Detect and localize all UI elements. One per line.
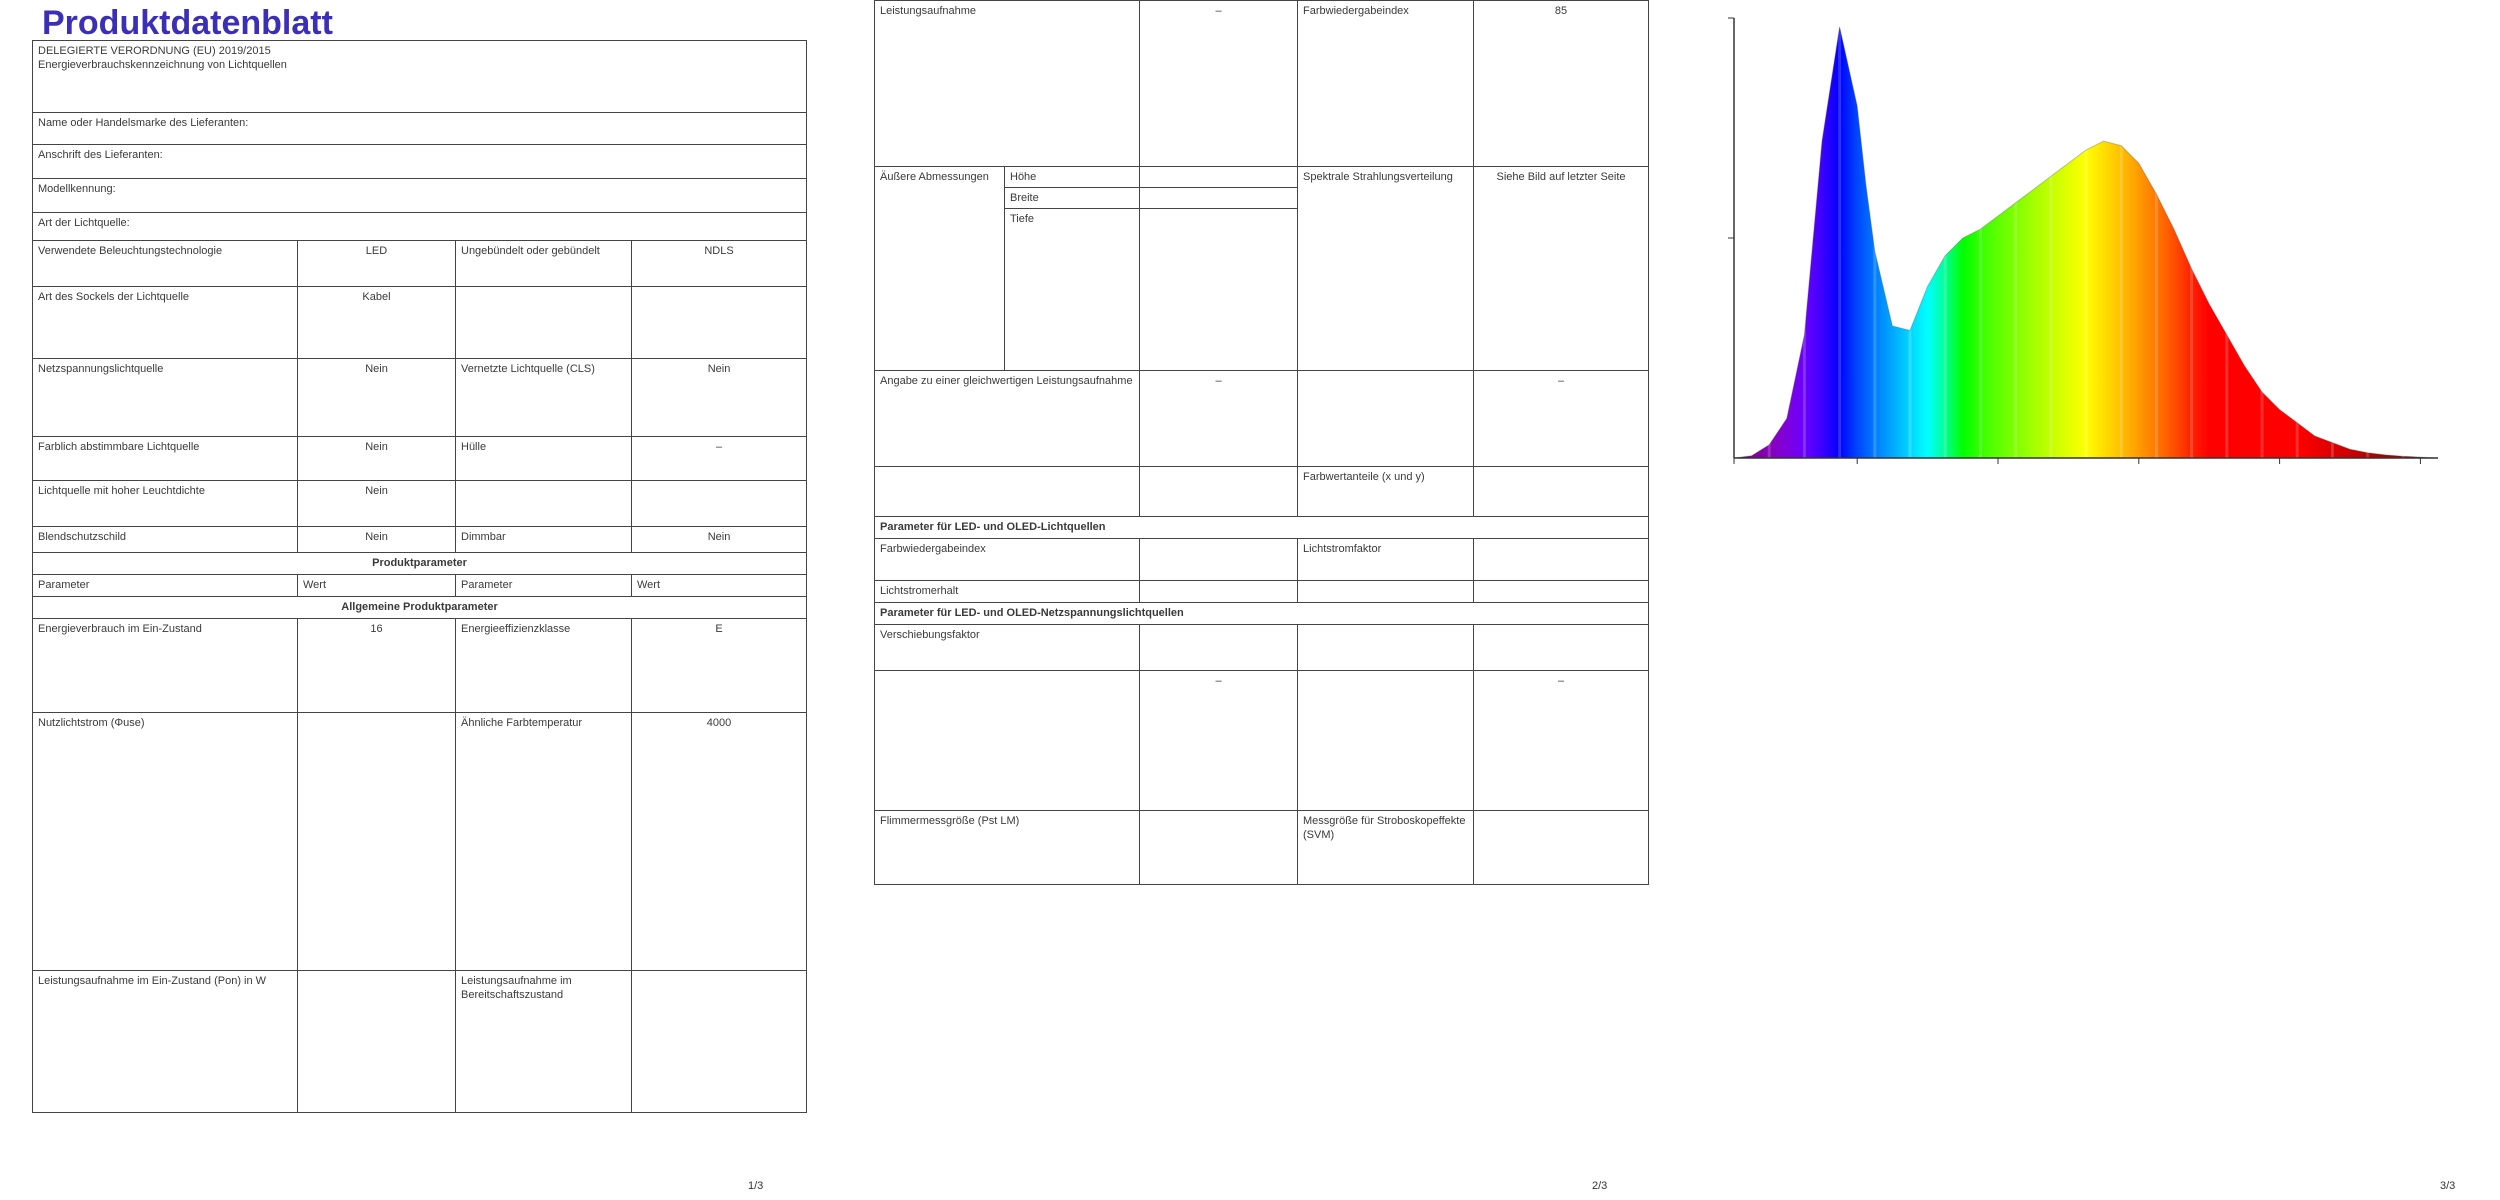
cell-mains-value: Nein bbox=[298, 359, 456, 437]
cell-class-value: E bbox=[632, 619, 807, 713]
cell-cap-label: Art des Sockels der Lichtquelle bbox=[33, 287, 298, 359]
cell-energy-value: 16 bbox=[298, 619, 456, 713]
section-led-parameters: Parameter für LED- und OLED-Lichtquellen bbox=[875, 517, 1649, 539]
cell-displacement-value bbox=[1140, 625, 1298, 671]
regulation-text: DELEGIERTE VERORDNUNG (EU) 2019/2015 bbox=[38, 45, 271, 57]
product-table-page1 bbox=[32, 40, 807, 1113]
cell-empty bbox=[632, 481, 807, 527]
cell-equivalent-label: Angabe zu einer gleichwertigen Leistungsaufnahme bbox=[875, 371, 1140, 467]
cell-directional-label: Ungebündelt oder gebündelt bbox=[456, 241, 632, 287]
cell-empty bbox=[632, 287, 807, 359]
cell-color-consistency-value bbox=[1474, 625, 1649, 671]
cell-led-replacement-label bbox=[875, 671, 1140, 811]
cell-class-label: Energieeffizienzklasse bbox=[456, 619, 632, 713]
cell-connected-value: Nein bbox=[632, 359, 807, 437]
cell-height-value bbox=[1140, 167, 1298, 188]
section-mains-led-parameters: Parameter für LED- und OLED-Netzspannungslichtquellen bbox=[875, 603, 1649, 625]
cell-spectral-value: Siehe Bild auf letzter Seite bbox=[1474, 167, 1649, 371]
header-parameter: Parameter bbox=[33, 575, 298, 597]
cell-cri-label: Farbwiedergabeindex bbox=[875, 539, 1140, 581]
cell-maintenance-value bbox=[1140, 581, 1298, 603]
cell-envelope-label: Hülle bbox=[456, 437, 632, 481]
cell-cct-label: Ähnliche Farbtemperatur bbox=[456, 713, 632, 971]
cell-standby-label: Leistungsaufnahme im Bereitschaftszustand bbox=[456, 971, 632, 1113]
cell-depth-value bbox=[1140, 209, 1298, 371]
cell-directional-value: NDLS bbox=[632, 241, 807, 287]
cell-power-label: Leistungsaufnahme im Ein-Zustand (Pon) in W bbox=[33, 971, 298, 1113]
cell-luminance-value: Nein bbox=[298, 481, 456, 527]
spectrum-plot bbox=[1700, 8, 2460, 490]
cell-flicker-label: Flimmermessgröße (Pst LM) bbox=[875, 811, 1140, 885]
supplier-row: Name oder Handelsmarke des Lieferanten: bbox=[33, 113, 807, 145]
header-value: Wert bbox=[298, 575, 456, 597]
regulation-intro bbox=[33, 41, 807, 113]
page-title: Produktdatenblatt bbox=[42, 4, 333, 42]
cell-equivalent-claim-value: – bbox=[1474, 371, 1649, 467]
section-general-parameters: Allgemeine Produktparameter bbox=[33, 597, 807, 619]
cell-stroboscopic-value bbox=[1474, 811, 1649, 885]
cell-technology-value: LED bbox=[298, 241, 456, 287]
cell-mains-label: Netzspannungslichtquelle bbox=[33, 359, 298, 437]
cell-cri-value: 85 bbox=[1474, 1, 1649, 167]
cell-survival-value bbox=[1474, 539, 1649, 581]
page-number-1: 1/3 bbox=[748, 1180, 764, 1192]
cell-dimmable-label: Dimmbar bbox=[456, 527, 632, 553]
cell-glare-label: Blendschutzschild bbox=[33, 527, 298, 553]
cell-technology-label: Verwendete Beleuchtungstechnologie bbox=[33, 241, 298, 287]
cell-flux-value bbox=[298, 713, 456, 971]
cell-empty bbox=[1298, 581, 1474, 603]
page-number-3: 3/3 bbox=[2440, 1180, 2456, 1192]
header-parameter: Parameter bbox=[456, 575, 632, 597]
cell-tunable-value: Nein bbox=[298, 437, 456, 481]
header-value: Wert bbox=[632, 575, 807, 597]
cell-tunable-label: Farblich abstimmbare Lichtquelle bbox=[33, 437, 298, 481]
cell-cri-value bbox=[1140, 539, 1298, 581]
cell-color-consistency-label bbox=[1298, 625, 1474, 671]
cell-empty bbox=[1474, 581, 1649, 603]
address-row: Anschrift des Lieferanten: bbox=[33, 145, 807, 179]
cell-spectral-label: Spektrale Strahlungsverteilung bbox=[1298, 167, 1474, 371]
cell-energy-label: Energieverbrauch im Ein-Zustand bbox=[33, 619, 298, 713]
cell-stroboscopic-label: Messgröße für Stroboskopeffekte (SVM) bbox=[1298, 811, 1474, 885]
cell-width-value bbox=[1140, 188, 1298, 209]
cell-cct-value: 4000 bbox=[632, 713, 807, 971]
type-row: Art der Lichtquelle: bbox=[33, 213, 807, 241]
cell-displacement-label: Verschiebungsfaktor bbox=[875, 625, 1140, 671]
cell-connected-label: Vernetzte Lichtquelle (CLS) bbox=[456, 359, 632, 437]
spectral-distribution-chart bbox=[1700, 8, 2460, 490]
cell-width-label: Breite bbox=[1005, 188, 1140, 209]
cell-envelope-value: – bbox=[632, 437, 807, 481]
cell-empty bbox=[456, 287, 632, 359]
cell-luminance-label: Lichtquelle mit hoher Leuchtdichte bbox=[33, 481, 298, 527]
model-row: Modellkennung: bbox=[33, 179, 807, 213]
cell-survival-label: Lichtstromfaktor bbox=[1298, 539, 1474, 581]
cell-depth-label: Tiefe bbox=[1005, 209, 1140, 371]
cell-cap-value: Kabel bbox=[298, 287, 456, 359]
cell-led-replacement-value: – bbox=[1140, 671, 1298, 811]
cell-power-value: – bbox=[1140, 1, 1298, 167]
cell-cri-label: Farbwiedergabeindex bbox=[1298, 1, 1474, 167]
cell-glare-value: Nein bbox=[298, 527, 456, 553]
page-number-2: 2/3 bbox=[1592, 1180, 1608, 1192]
cell-empty bbox=[1140, 467, 1298, 517]
cell-dimensions-label: Äußere Abmessungen bbox=[875, 167, 1005, 371]
cell-standby-value bbox=[632, 971, 807, 1113]
cell-flicker-value bbox=[1140, 811, 1298, 885]
regulation-subtext: Energieverbrauchskennzeichnung von Lichtquellen bbox=[38, 59, 287, 71]
cell-claim-label bbox=[1298, 671, 1474, 811]
cell-maintenance-label: Lichtstromerhalt bbox=[875, 581, 1140, 603]
product-table-page2 bbox=[874, 0, 1649, 885]
cell-claim-value: – bbox=[1474, 671, 1649, 811]
cell-height-label: Höhe bbox=[1005, 167, 1140, 188]
cell-empty bbox=[456, 481, 632, 527]
cell-power-value bbox=[298, 971, 456, 1113]
cell-chromaticity-value bbox=[1474, 467, 1649, 517]
section-product-parameters: Produktparameter bbox=[33, 553, 807, 575]
cell-empty bbox=[875, 467, 1140, 517]
cell-chromaticity-label: Farbwertanteile (x und y) bbox=[1298, 467, 1474, 517]
cell-equivalent-value: – bbox=[1140, 371, 1298, 467]
cell-equivalent-claim-label bbox=[1298, 371, 1474, 467]
cell-power-label: Leistungsaufnahme bbox=[875, 1, 1140, 167]
cell-dimmable-value: Nein bbox=[632, 527, 807, 553]
cell-flux-label: Nutzlichtstrom (Φuse) bbox=[33, 713, 298, 971]
